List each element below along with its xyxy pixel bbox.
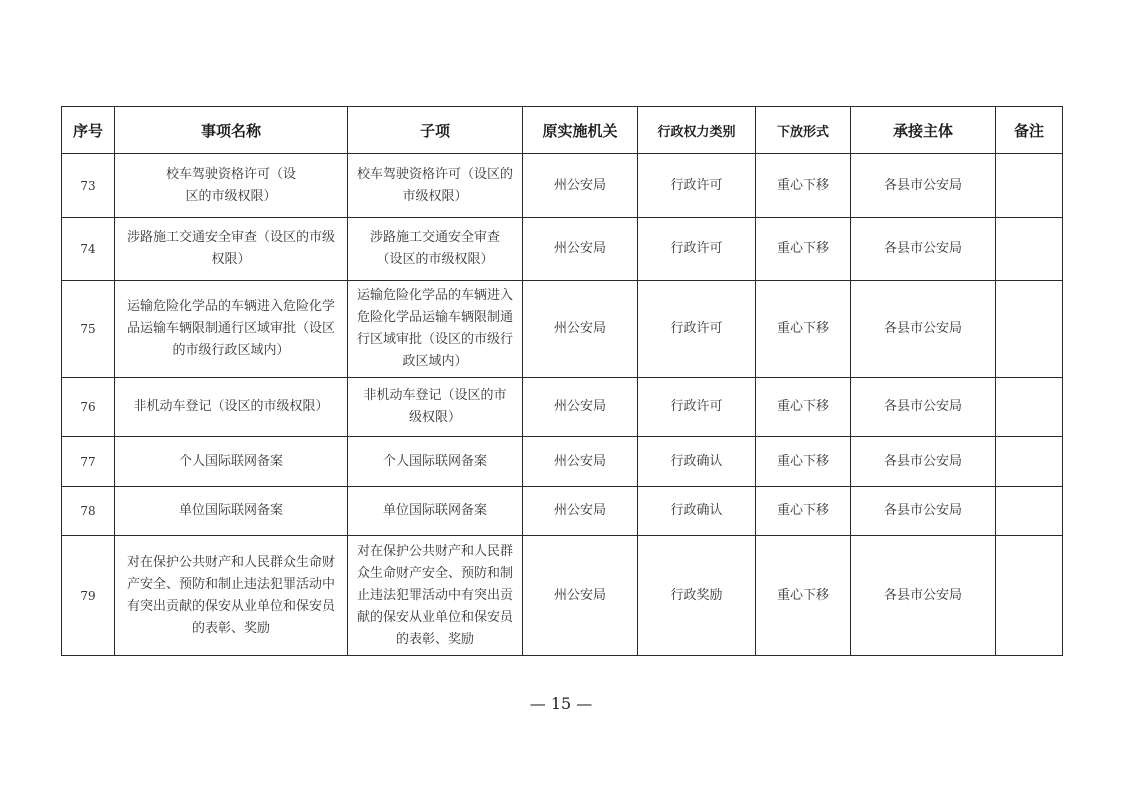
cell-original-agency: 州公安局 [523, 378, 638, 437]
cell-delegation-form: 重心下移 [756, 154, 851, 218]
cell-original-agency: 州公安局 [523, 487, 638, 536]
cell-sub-item: 单位国际联网备案 [348, 487, 523, 536]
cell-remarks [996, 536, 1063, 656]
header-sub-item: 子项 [348, 107, 523, 154]
cell-seq: 76 [62, 378, 115, 437]
cell-receiving-entity: 各县市公安局 [851, 154, 996, 218]
cell-original-agency: 州公安局 [523, 218, 638, 281]
header-delegation-form: 下放形式 [756, 107, 851, 154]
cell-delegation-form: 重心下移 [756, 281, 851, 378]
header-seq: 序号 [62, 107, 115, 154]
table-row [62, 154, 1063, 218]
table-row [62, 218, 1063, 281]
cell-power-category: 行政确认 [638, 487, 756, 536]
cell-seq: 77 [62, 437, 115, 487]
cell-item-name: 单位国际联网备案 [115, 487, 348, 536]
cell-power-category: 行政确认 [638, 437, 756, 487]
cell-receiving-entity: 各县市公安局 [851, 437, 996, 487]
cell-sub-item: 运输危险化学品的车辆进入危险化学品运输车辆限制通行区域审批（设区的市级行政区域内） [348, 281, 523, 378]
cell-delegation-form: 重心下移 [756, 218, 851, 281]
table-row [62, 437, 1063, 487]
cell-receiving-entity: 各县市公安局 [851, 218, 996, 281]
table-row [62, 281, 1063, 378]
cell-seq: 74 [62, 218, 115, 281]
cell-receiving-entity: 各县市公安局 [851, 281, 996, 378]
cell-sub-item: 个人国际联网备案 [348, 437, 523, 487]
cell-power-category: 行政许可 [638, 154, 756, 218]
table-row [62, 487, 1063, 536]
cell-delegation-form: 重心下移 [756, 487, 851, 536]
table-row [62, 378, 1063, 437]
cell-remarks [996, 378, 1063, 437]
cell-item-name: 运输危险化学品的车辆进入危险化学品运输车辆限制通行区域审批（设区的市级行政区域内） [115, 281, 348, 378]
table-row [62, 536, 1063, 656]
cell-delegation-form: 重心下移 [756, 437, 851, 487]
cell-delegation-form: 重心下移 [756, 378, 851, 437]
cell-seq: 73 [62, 154, 115, 218]
cell-sub-item: 非机动车登记（设区的市级权限） [348, 378, 523, 437]
header-remarks: 备注 [996, 107, 1063, 154]
cell-item-name: 非机动车登记（设区的市级权限） [115, 378, 348, 437]
cell-item-name: 涉路施工交通安全审查（设区的市级权限） [115, 218, 348, 281]
cell-power-category: 行政许可 [638, 378, 756, 437]
cell-sub-item: 对在保护公共财产和人民群众生命财产安全、预防和制止违法犯罪活动中有突出贡献的保安从业单位和保安员的表彰、奖励 [348, 536, 523, 656]
cell-receiving-entity: 各县市公安局 [851, 536, 996, 656]
table-header-row [62, 107, 1063, 154]
cell-remarks [996, 487, 1063, 536]
cell-item-name: 个人国际联网备案 [115, 437, 348, 487]
delegation-table [61, 106, 1063, 656]
header-item-name: 事项名称 [115, 107, 348, 154]
cell-receiving-entity: 各县市公安局 [851, 487, 996, 536]
cell-original-agency: 州公安局 [523, 281, 638, 378]
cell-remarks [996, 437, 1063, 487]
cell-original-agency: 州公安局 [523, 536, 638, 656]
header-power-category: 行政权力类别 [638, 107, 756, 154]
cell-original-agency: 州公安局 [523, 437, 638, 487]
header-receiving-entity: 承接主体 [851, 107, 996, 154]
cell-power-category: 行政许可 [638, 281, 756, 378]
cell-seq: 79 [62, 536, 115, 656]
cell-item-name: 对在保护公共财产和人民群众生命财产安全、预防和制止违法犯罪活动中有突出贡献的保安从业单位和保安员的表彰、奖励 [115, 536, 348, 656]
cell-sub-item: 校车驾驶资格许可（设区的市级权限） [348, 154, 523, 218]
cell-seq: 78 [62, 487, 115, 536]
cell-power-category: 行政奖励 [638, 536, 756, 656]
cell-remarks [996, 281, 1063, 378]
cell-power-category: 行政许可 [638, 218, 756, 281]
page-number: — 15 — [529, 694, 593, 713]
cell-delegation-form: 重心下移 [756, 536, 851, 656]
cell-original-agency: 州公安局 [523, 154, 638, 218]
cell-seq: 75 [62, 281, 115, 378]
header-original-agency: 原实施机关 [523, 107, 638, 154]
cell-remarks [996, 154, 1063, 218]
cell-sub-item: 涉路施工交通安全审查（设区的市级权限） [348, 218, 523, 281]
cell-remarks [996, 218, 1063, 281]
cell-item-name: 校车驾驶资格许可（设区的市级权限） [115, 154, 348, 218]
cell-receiving-entity: 各县市公安局 [851, 378, 996, 437]
